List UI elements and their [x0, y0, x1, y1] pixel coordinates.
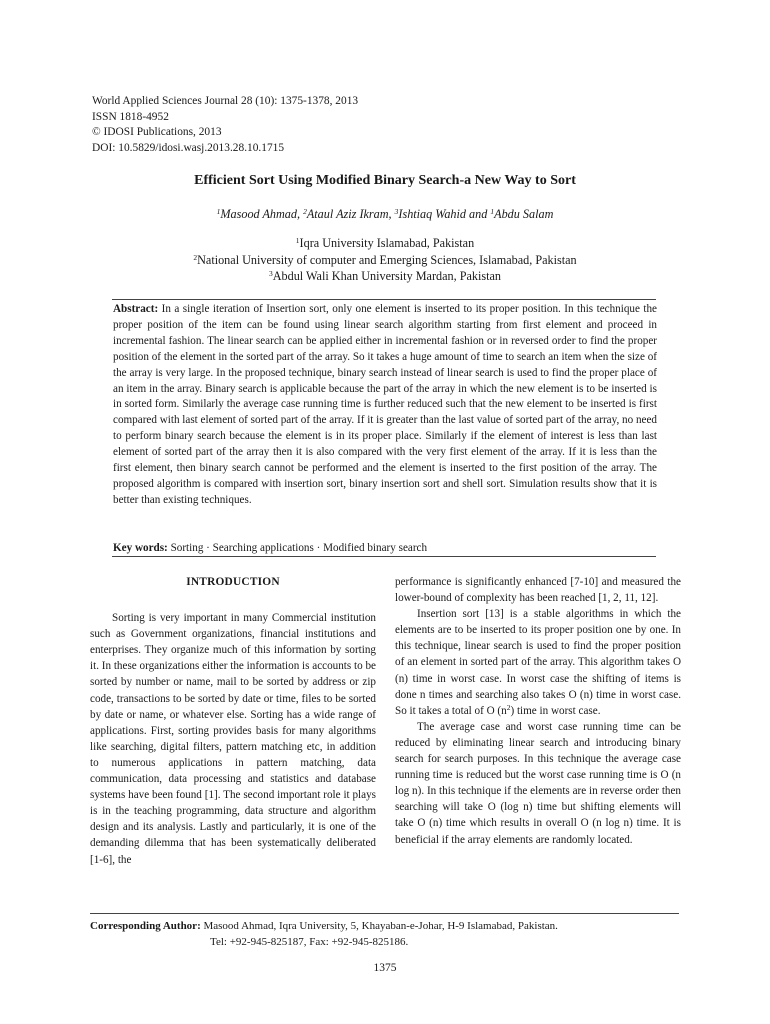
- paragraph-text: Insertion sort [13] is a stable algorithms in which the elements are to be inserted to its proper position one by one. In this technique, linear search is used to find the proper position of an element in sorted part of the array. This algorithm takes O (n) time in worst case. In worst case the shifting of items is done n times and searching also takes O (n) time in worst case. So it takes a total of O (n: [395, 608, 681, 717]
- footnote-rule: [90, 913, 679, 914]
- author-name: Ishtiaq Wahid and: [398, 207, 491, 221]
- section-heading: INTRODUCTION: [186, 576, 280, 588]
- keywords: [113, 542, 657, 554]
- keywords-text: Sorting · Searching applications · Modified binary search: [170, 542, 428, 554]
- affiliation-text: National University of computer and Emerging Sciences, Islamabad, Pakistan: [197, 252, 577, 267]
- author-name: Ataul Aziz Ikram,: [306, 207, 395, 221]
- abstract-text: In a single iteration of Insertion sort, only one element is inserted to its proper position. In this technique the proper position of the item can be found using linear search algorithm starting from first element and proceed in incremental fashion. The linear search can be applied either in incremental fashion or in reversed order to find the proper position of the element in the sorted part of the array. So it takes a huge amount of time to search an item when the size of the array is very large. In the proposed technique, binary search instead of linear search is used to find the proper place of an item in the array. Binary search is applicable because the part of the array in which the new element is to be inserted is in sorted form. Similarly the average case running time is further reduced such that the new element to be inserted is first compared with last element of sorted part of the array. If it is greater than the last value of sorted part of the array, no need to perform binary search because the element is in its proper place. Similarly if the element of interest is less than last element of sorted part of the array then it is also compared with the very first element of the array. If it is less than the first element, then binary search cannot be performed and the element is inserted to the first position of the array. The proposed algorithm is compared with insertion sort, binary insertion sort and shell sort. Simulation results show that it is better than existing techniques.: [113, 303, 657, 506]
- affiliation-list: [0, 235, 770, 285]
- keywords-label: Key words:: [113, 542, 168, 554]
- author-affil-mark: 3: [394, 207, 399, 216]
- paragraph-text: ) time in worst case.: [510, 704, 601, 717]
- journal-header: [92, 94, 358, 156]
- corresponding-text: Masood Ahmad, Iqra University, 5, Khayaban-e-Johar, H-9 Islamabad, Pakistan.: [203, 920, 558, 932]
- affiliation-mark: 2: [193, 252, 198, 262]
- intro-paragraph: performance is significantly enhanced [7-10] and measured the lower-bound of complexity has been reached [1, 2, 11, 12].: [395, 576, 681, 605]
- author-list: [0, 207, 770, 222]
- right-column: [395, 574, 681, 848]
- affiliation-mark: 1: [295, 236, 300, 245]
- author-affil-mark: 1: [490, 207, 495, 216]
- abstract-bottom-rule: [112, 556, 656, 557]
- corresponding-contact: Tel: +92-945-825187, Fax: +92-945-825186.: [210, 936, 409, 948]
- abstract: [113, 302, 657, 509]
- affiliation-text: Iqra University Islamabad, Pakistan: [299, 236, 475, 250]
- affiliation-text: Abdul Wali Khan University Mardan, Pakistan: [272, 269, 502, 283]
- intro-paragraph: [395, 606, 681, 719]
- doi: DOI: 10.5829/idosi.wasj.2013.28.10.1715: [92, 141, 285, 154]
- author-name: Masood Ahmad,: [220, 207, 304, 221]
- exponent: 2: [506, 702, 511, 712]
- affiliation-mark: 3: [268, 269, 273, 278]
- page-number: 1375: [373, 962, 397, 974]
- abstract-top-rule: [112, 299, 656, 300]
- affiliation: [0, 235, 770, 252]
- intro-paragraph: The average case and worst case running time can be reduced by eliminating linear search and introducing binary search for search purposes. In this technique the average case running time is reduced but the worst case running time is O (n log n). In this technique if the elements are in reverse order then searching will take O (log n) time but shifting elements will take O (n) time which results in overall O (n log n) time. It is beneficial if the array elements are randomly located.: [395, 720, 681, 846]
- abstract-label: Abstract:: [113, 303, 159, 315]
- paper-title: Efficient Sort Using Modified Binary Search-a New Way to Sort: [194, 173, 576, 188]
- intro-paragraph: Sorting is very important in many Commercial institution such as Government organizations, financial institutions and enterprises. They organize much of this information by sorting it. In these organizations either the information is accounts to be sorted by number or name, mail to be sorted by address or zip code, transactions to be sorted by date or time, files to be sorted by date or name, or whatever else. Sorting has a wide range of applications. First, sorting provides basis for many algorithms like searching, digital filters, pattern matching etc, in addition to numerous applications in pattern matching, data communication, data processing and statistics and database systems have been found [1]. The second important role it plays is in the teaching programming, data structure and algorithm design and its analysis. Lastly and particularly, it is one of the demanding dilemma that has been systematically deliberated [1-6], the: [90, 612, 376, 866]
- author-affil-mark: 2: [303, 207, 307, 216]
- journal-citation: World Applied Sciences Journal 28 (10): 1375-1378, 2013: [92, 95, 359, 107]
- corresponding-author: [90, 918, 690, 950]
- issn: ISSN 1818-4952: [92, 110, 169, 123]
- left-column: [90, 574, 376, 868]
- copyright: © IDOSI Publications, 2013: [92, 126, 222, 138]
- affiliation: [0, 252, 770, 269]
- corresponding-label: Corresponding Author:: [90, 920, 201, 932]
- author-affil-mark: 1: [216, 207, 221, 216]
- affiliation: [0, 268, 770, 285]
- author-name: Abdu Salam: [494, 207, 554, 221]
